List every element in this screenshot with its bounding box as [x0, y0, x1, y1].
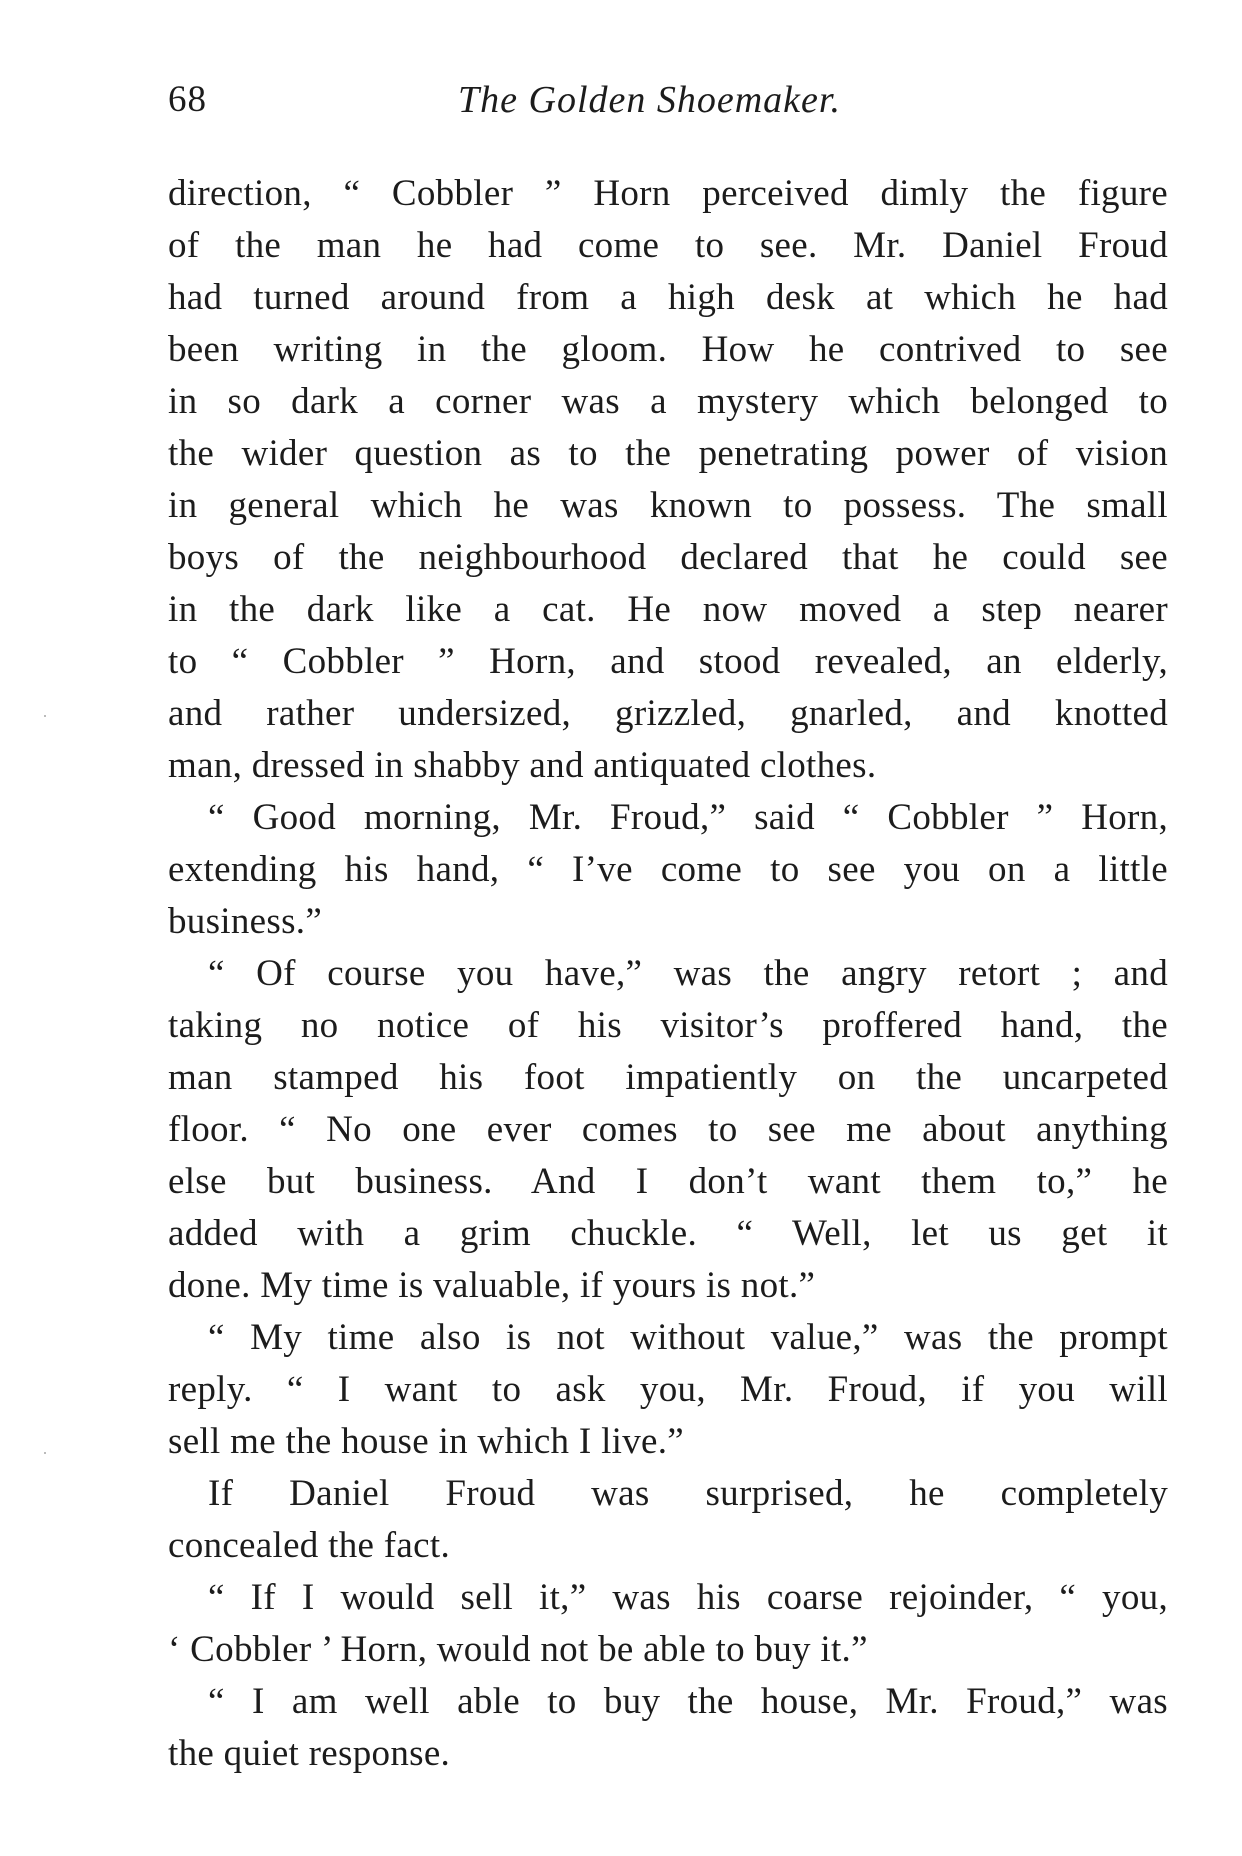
text-line: in the dark like a cat. He now moved a step nearer: [168, 589, 1168, 630]
running-title: The Golden Shoemaker.: [458, 79, 841, 121]
text-line: of the man he had come to see. Mr. Daniel Froud: [168, 225, 1168, 266]
text-line: man stamped his foot impatiently on the uncarpeted: [168, 1057, 1168, 1098]
page-number: 68: [168, 79, 207, 120]
body-text: [168, 168, 1168, 1780]
text-line: done. My time is valuable, if yours is not.”: [168, 1265, 816, 1306]
text-line: ‘ Cobbler ’ Horn, would not be able to buy it.”: [168, 1629, 868, 1670]
text-line: floor. “ No one ever comes to see me about anything: [168, 1109, 1168, 1150]
text-line: sell me the house in which I live.”: [168, 1421, 685, 1462]
text-line: reply. “ I want to ask you, Mr. Froud, if you will: [168, 1369, 1168, 1410]
text-line: to “ Cobbler ” Horn, and stood revealed, an elderly,: [168, 641, 1168, 682]
text-line: extending his hand, “ I’ve come to see you on a little: [168, 849, 1168, 890]
page-header: [168, 78, 1168, 138]
text-line: “ If I would sell it,” was his coarse rejoinder, “ you,: [208, 1577, 1168, 1618]
text-line: added with a grim chuckle. “ Well, let us get it: [168, 1213, 1168, 1254]
text-line: “ Good morning, Mr. Froud,” said “ Cobbler ” Horn,: [208, 797, 1168, 838]
text-line: in so dark a corner was a mystery which belonged to: [168, 381, 1168, 422]
text-line: concealed the fact.: [168, 1525, 450, 1566]
text-line: If Daniel Froud was surprised, he completely: [208, 1473, 1168, 1514]
text-line: in general which he was known to possess. The small: [168, 485, 1168, 526]
text-line: “ Of course you have,” was the angry retort ; and: [208, 953, 1168, 994]
text-line: the quiet response.: [168, 1733, 451, 1774]
text-line: and rather undersized, grizzled, gnarled, and knotted: [168, 693, 1168, 734]
text-line: boys of the neighbourhood declared that he could see: [168, 537, 1168, 578]
text-line: direction, “ Cobbler ” Horn perceived dimly the figure: [168, 173, 1168, 214]
margin-speck: [44, 1452, 46, 1454]
text-line: business.”: [168, 901, 323, 942]
text-line: “ My time also is not without value,” was the prompt: [208, 1317, 1168, 1358]
text-line: been writing in the gloom. How he contrived to see: [168, 329, 1168, 370]
text-line: had turned around from a high desk at which he had: [168, 277, 1168, 318]
text-line: “ I am well able to buy the house, Mr. Froud,” was: [208, 1681, 1168, 1722]
text-line: else but business. And I don’t want them to,” he: [168, 1161, 1168, 1202]
text-line: man, dressed in shabby and antiquated clothes.: [168, 745, 877, 786]
text-line: taking no notice of his visitor’s proffered hand, the: [168, 1005, 1168, 1046]
margin-speck: [44, 715, 46, 717]
text-line: the wider question as to the penetrating power of vision: [168, 433, 1168, 474]
